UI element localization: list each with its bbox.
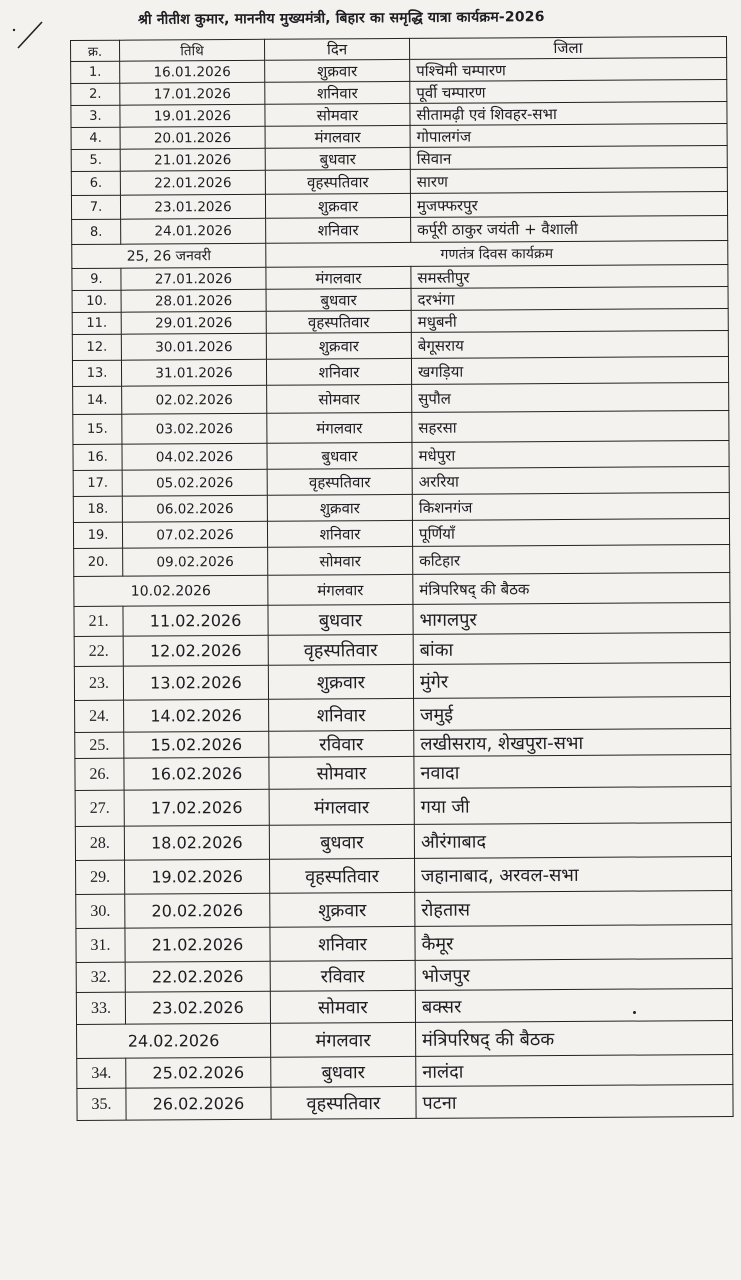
row-day: मंगलवार bbox=[265, 125, 410, 148]
row-district: नवादा bbox=[414, 754, 731, 788]
row-serial: 12. bbox=[72, 334, 121, 360]
table-row bbox=[74, 572, 730, 606]
row-day: शनिवार bbox=[270, 926, 415, 961]
row-day: बुधवार bbox=[266, 288, 411, 311]
row-district: किशनगंज bbox=[412, 492, 729, 520]
row-district: सुपौल bbox=[412, 382, 729, 412]
row-date-span: 25, 26 जनवरी bbox=[72, 243, 266, 268]
table-row bbox=[76, 988, 732, 1024]
row-date: 04.02.2026 bbox=[122, 443, 267, 470]
row-serial: 2. bbox=[71, 83, 120, 105]
row-date: 27.01.2026 bbox=[121, 267, 266, 290]
row-date: 11.02.2026 bbox=[123, 605, 268, 636]
header-date: तिथि bbox=[120, 39, 265, 61]
row-district: कटिहार bbox=[413, 544, 730, 574]
row-date: 19.02.2026 bbox=[125, 859, 270, 894]
row-serial: 28. bbox=[75, 826, 124, 860]
row-day: वृहस्पतिवार bbox=[268, 634, 413, 665]
row-serial: 8. bbox=[72, 219, 121, 244]
table-row bbox=[73, 410, 729, 444]
row-date: 25.02.2026 bbox=[126, 1057, 271, 1088]
row-day: रविवार bbox=[270, 960, 415, 991]
row-serial: 3. bbox=[71, 105, 120, 127]
row-district: पूर्णियाँ bbox=[412, 518, 729, 546]
row-district: मुंगेर bbox=[413, 662, 730, 698]
table-row bbox=[73, 466, 729, 496]
row-district: बेगूसराय bbox=[411, 330, 728, 358]
row-date: 18.02.2026 bbox=[124, 825, 269, 860]
row-district: रोहतास bbox=[415, 890, 732, 926]
header-district: जिला bbox=[409, 36, 726, 59]
table-body bbox=[71, 57, 733, 1120]
row-day: शुक्रवार bbox=[268, 664, 413, 699]
row-day: सोमवार bbox=[269, 756, 414, 789]
row-date: 19.01.2026 bbox=[120, 104, 265, 127]
row-serial: 19. bbox=[73, 522, 122, 548]
row-day: वृहस्पतिवार bbox=[267, 468, 412, 495]
row-serial: 30. bbox=[76, 894, 125, 928]
row-district: खगड़िया bbox=[411, 356, 728, 384]
row-date: 07.02.2026 bbox=[122, 521, 267, 548]
row-day: बुधवार bbox=[265, 147, 410, 170]
row-district: अररिया bbox=[412, 466, 729, 494]
table-row bbox=[72, 356, 728, 386]
row-serial: 20. bbox=[74, 548, 123, 576]
row-date-span: 10.02.2026 bbox=[74, 575, 268, 606]
row-date: 05.02.2026 bbox=[122, 469, 267, 496]
row-district: भागलपुर bbox=[413, 602, 730, 634]
row-date: 20.01.2026 bbox=[120, 126, 265, 149]
row-serial: 34. bbox=[77, 1058, 126, 1088]
row-serial: 14. bbox=[73, 386, 122, 414]
table-row bbox=[75, 754, 731, 790]
row-date-span: 24.02.2026 bbox=[77, 1023, 271, 1058]
row-serial: 10. bbox=[72, 290, 121, 312]
row-day: सोमवार bbox=[267, 384, 412, 413]
pen-stroke-mark bbox=[12, 18, 52, 50]
row-date: 21.01.2026 bbox=[120, 148, 265, 171]
row-date: 14.02.2026 bbox=[124, 699, 269, 732]
table-row bbox=[73, 382, 729, 414]
row-date: 24.01.2026 bbox=[121, 218, 266, 244]
row-district: पटना bbox=[416, 1084, 733, 1118]
row-date: 13.02.2026 bbox=[123, 665, 268, 700]
row-serial: 4. bbox=[71, 127, 120, 149]
row-day: रविवार bbox=[269, 730, 414, 757]
row-day: वृहस्पतिवार bbox=[270, 858, 415, 893]
row-day: बुधवार bbox=[269, 824, 414, 859]
row-district: मुजफ्फरपुर bbox=[410, 191, 727, 217]
row-date: 26.02.2026 bbox=[126, 1087, 271, 1120]
row-date: 03.02.2026 bbox=[122, 413, 267, 444]
row-day: शनिवार bbox=[266, 217, 411, 243]
row-district: जहानाबाद, अरवल-सभा bbox=[415, 856, 732, 892]
row-day: मंगलवार bbox=[268, 574, 413, 605]
row-district: मंत्रिपरिषद् की बैठक bbox=[413, 572, 730, 604]
table-row bbox=[76, 890, 732, 928]
row-date: 22.02.2026 bbox=[125, 961, 270, 992]
row-serial: 27. bbox=[75, 790, 124, 826]
row-serial: 6. bbox=[71, 171, 120, 195]
row-district: लखीसराय, शेखपुरा-सभा bbox=[414, 728, 731, 756]
table-row bbox=[76, 924, 732, 962]
table-row bbox=[75, 696, 731, 732]
row-serial: 32. bbox=[76, 962, 125, 992]
row-date: 02.02.2026 bbox=[122, 385, 267, 414]
row-serial: 29. bbox=[76, 860, 125, 894]
row-serial: 15. bbox=[73, 414, 122, 444]
row-district: मधुबनी bbox=[411, 308, 728, 332]
row-day: शनिवार bbox=[267, 520, 412, 547]
row-day: शनिवार bbox=[265, 81, 410, 104]
row-date: 23.01.2026 bbox=[120, 194, 265, 219]
row-date: 23.02.2026 bbox=[125, 991, 270, 1024]
table-row bbox=[72, 330, 728, 360]
row-day: बुधवार bbox=[267, 442, 412, 469]
row-date: 12.02.2026 bbox=[123, 635, 268, 666]
row-day: शुक्रवार bbox=[270, 892, 415, 927]
row-day: मंगलवार bbox=[271, 1022, 416, 1057]
table-row bbox=[73, 440, 729, 470]
row-day: वृहस्पतिवार bbox=[265, 169, 410, 194]
row-serial: 24. bbox=[75, 700, 124, 732]
row-day: मंगलवार bbox=[269, 788, 414, 825]
row-serial: 1. bbox=[71, 61, 120, 83]
table-row bbox=[76, 856, 732, 894]
row-district: सारण bbox=[410, 167, 727, 193]
row-serial: 25. bbox=[75, 732, 124, 758]
table-row bbox=[74, 602, 730, 636]
row-date: 31.01.2026 bbox=[121, 359, 266, 386]
row-serial: 17. bbox=[73, 470, 122, 496]
row-district: जमुई bbox=[414, 696, 731, 730]
row-district: दरभंगा bbox=[411, 286, 728, 310]
row-day: शनिवार bbox=[266, 358, 411, 385]
row-district: नालंदा bbox=[416, 1054, 733, 1086]
table-row bbox=[74, 632, 730, 666]
table-row bbox=[73, 492, 729, 522]
row-day: बुधवार bbox=[268, 604, 413, 635]
row-serial: 18. bbox=[73, 496, 122, 522]
row-serial: 16. bbox=[73, 444, 122, 470]
row-day: सोमवार bbox=[270, 990, 415, 1023]
table-row bbox=[75, 822, 731, 860]
table-row bbox=[73, 518, 729, 548]
table-row bbox=[77, 1084, 733, 1120]
row-district: पूर्वी चम्पारण bbox=[410, 79, 727, 103]
row-district: सिवान bbox=[410, 145, 727, 169]
row-date: 21.02.2026 bbox=[125, 927, 270, 962]
row-day: मंगलवार bbox=[267, 412, 412, 443]
row-serial: 5. bbox=[71, 149, 120, 171]
table-row bbox=[77, 1054, 733, 1088]
row-day: मंगलवार bbox=[266, 266, 411, 289]
table-row bbox=[74, 662, 730, 700]
row-district: सीतामढ़ी एवं शिवहर-सभा bbox=[410, 101, 727, 125]
row-day: बुधवार bbox=[271, 1056, 416, 1087]
stray-dot bbox=[633, 1011, 636, 1014]
row-date: 20.02.2026 bbox=[125, 893, 270, 928]
row-serial: 21. bbox=[74, 606, 123, 636]
header-serial: क्र. bbox=[71, 40, 120, 61]
row-day: शुक्रवार bbox=[267, 494, 412, 521]
row-date: 16.01.2026 bbox=[120, 60, 265, 83]
row-date: 29.01.2026 bbox=[121, 311, 266, 334]
row-event-span: गणतंत्र दिवस कार्यक्रम bbox=[266, 240, 728, 267]
row-serial: 11. bbox=[72, 312, 121, 334]
row-date: 17.02.2026 bbox=[124, 789, 269, 826]
header-day: दिन bbox=[264, 38, 409, 60]
row-day: शुक्रवार bbox=[266, 332, 411, 359]
row-serial: 22. bbox=[74, 636, 123, 666]
row-district: भोजपुर bbox=[415, 958, 732, 990]
row-date: 17.01.2026 bbox=[120, 82, 265, 105]
row-day: शनिवार bbox=[269, 698, 414, 731]
row-serial: 26. bbox=[75, 758, 124, 790]
row-day: वृहस्पतिवार bbox=[266, 310, 411, 333]
document-title: श्री नीतीश कुमार, माननीय मुख्यमंत्री, बिहार का समृद्धि यात्रा कार्यक्रम-2026 bbox=[137, 9, 545, 28]
row-date: 15.02.2026 bbox=[124, 731, 269, 758]
row-date: 06.02.2026 bbox=[122, 495, 267, 522]
row-district: मधेपुरा bbox=[412, 440, 729, 468]
row-date: 16.02.2026 bbox=[124, 757, 269, 790]
row-serial: 13. bbox=[72, 360, 121, 386]
row-day: शुक्रवार bbox=[265, 193, 410, 218]
row-date: 30.01.2026 bbox=[121, 333, 266, 360]
table-row bbox=[74, 544, 730, 576]
row-day: शुक्रवार bbox=[265, 59, 410, 82]
row-district: बांका bbox=[413, 632, 730, 664]
row-serial: 33. bbox=[76, 992, 125, 1024]
table-row bbox=[75, 786, 731, 826]
row-district: पश्चिमी चम्पारण bbox=[410, 57, 727, 81]
row-district: गोपालगंज bbox=[410, 123, 727, 147]
row-district: कैमूर bbox=[415, 924, 732, 960]
row-district: बक्सर bbox=[415, 988, 732, 1022]
row-district: मंत्रिपरिषद् की बैठक bbox=[416, 1020, 733, 1056]
row-date: 22.01.2026 bbox=[120, 170, 265, 195]
table-row bbox=[77, 1020, 733, 1058]
row-serial: 35. bbox=[77, 1088, 126, 1120]
row-district: औरंगाबाद bbox=[414, 822, 731, 858]
row-day: सोमवार bbox=[265, 103, 410, 126]
row-date: 09.02.2026 bbox=[123, 547, 268, 576]
row-serial: 23. bbox=[74, 666, 123, 700]
table-row bbox=[76, 958, 732, 992]
row-district: कर्पूरी ठाकुर जयंती + वैशाली bbox=[411, 215, 728, 242]
row-serial: 31. bbox=[76, 928, 125, 962]
table-row bbox=[75, 728, 731, 758]
row-serial: 7. bbox=[71, 195, 120, 219]
row-district: समस्तीपुर bbox=[411, 264, 728, 288]
row-day: वृहस्पतिवार bbox=[271, 1086, 416, 1119]
row-serial: 9. bbox=[72, 268, 121, 290]
schedule-table bbox=[70, 36, 734, 1121]
row-district: सहरसा bbox=[412, 410, 729, 442]
row-day: सोमवार bbox=[268, 546, 413, 575]
row-district: गया जी bbox=[414, 786, 731, 824]
row-date: 28.01.2026 bbox=[121, 289, 266, 312]
